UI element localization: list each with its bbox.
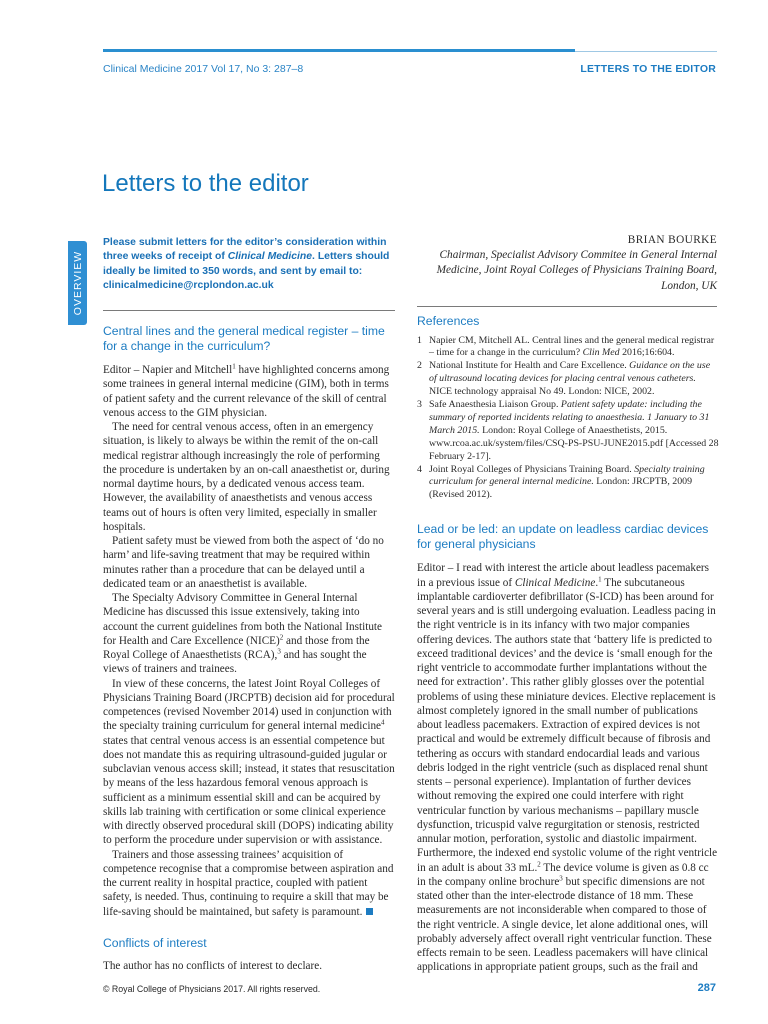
letter-signature: [404, 233, 717, 294]
letter1-heading: Central lines and the general medical register – time for a change in the curriculum?: [103, 324, 385, 353]
letter1-paragraph: The Specialty Advisory Committee in General Internal Medicine has discussed this issue extensively, taking into account the current guidelines from both the National Institute for Health and Care Excellence (NICE)$^2$ and those from the Royal College of Anaesthetists (RCA),$^3$ and has sought the views of trainers and trainees.: [103, 592, 382, 676]
letter1-paragraph: In view of these concerns, the latest Joint Royal Colleges of Physicians Training Board (JRCPTB) decision aid for procedural competences (revised November 2014) used in conjunction with the specialty training curriculum for general internal medicine$^4$ states that central venous access is an essential competence but does not mandate this as requiring ultrasound-guided jugular or subclavian venous access skill; instead, it states that resuscitation by means of the less hazardous femoral venous approach is sufficient as a minimum essential skill and can be acquired by skills lab training with certification or some clinical experience with directly observed procedural skill (DOPS) indicating ability to perform the procedure under supervision or with assistance.: [103, 677, 395, 847]
page-title: Letters to the editor: [102, 170, 309, 197]
conflicts-text: The author has no conflicts of interest to declare.: [103, 960, 323, 973]
reference-item: 1 Napier CM, Mitchell AL. Central lines and the general medical registrar – time for a change in the curriculum? Clin Med 2016;16:604.: [417, 334, 715, 359]
left-column-rule: [103, 310, 395, 311]
notice-text-after: . Letters should ideally be limited to 350 words, and sent by email to: clinicalmedicine@rcplondon.ac.uk: [103, 251, 390, 291]
right-column-rule: [417, 306, 717, 307]
references-heading: References: [417, 314, 480, 328]
header-rule-accent: [103, 49, 575, 52]
letter2-paragraph: Editor – I read with interest the article about leadless pacemakers in a previous issue of Clinical Medicine.$^1$ The subcutaneous implantable cardioverter defibrillator (S-ICD) has been around for several years and is still undergoing evaluation. Leadless pacing in the right ventricle is in its infancy with two major companies offering devices. The authors state that ‘battery life is predicted to exceed traditional devices’ and the device is ‘small enough for the right ventricle to accommodate further implantations without the need for extraction’. This rather glibly glosses over the potential problems of using these miniature devices. Elective replacement is almost completely ignored in the small number of publications about leadless pacemakers. Extraction of expired devices is not practical and would be extremely difficult because of fibrosis and tethering as occurs with standard endocardial leads and various debris lodged in the right ventricle (such as displaced renal shunt stents – personal experience). Implantation of further devices without removing the expired one could interfere with right ventricular function by various mechanisms – papillary muscle dysfunction, tricuspid valve regurgitation or stenosis, restricted annular motion, perforation, systolic and diastolic impairment. Furthermore, the indexed end systolic volume of the right ventricle in an adult is about 33 mL.$^2$ The device volume is given as 0.8 cc in the company online brochure$^3$ but specific dimensions are not stated other than the inter-electrode distance of 18 mm. These measurements are not inconsiderable when compared to those of the right ventricle. A single device, let alone additional ones, will probably adversely affect overall right ventricular function. These effects remain to be seen. Leadless pacemakers will have clinical applications in appropriate patient groups, such as the frail and: [417, 562, 718, 974]
right-column: [417, 314, 719, 975]
reference-item: 2 National Institute for Health and Care Excellence. Guidance on the use of ultrasound locating devices for placing central venous catheters. NICE technology appraisal No 49. London: NICE, 2002.: [417, 360, 711, 398]
letter2-heading: Lead or be led: an update on leadless cardiac devices for general physicians: [417, 522, 709, 551]
reference-item: 3 Safe Anaesthesia Liaison Group. Patient safety update: including the summary of reported incidents relating to anaesthesia. 1 January to 31 March 2015. London: Royal College of Anaesthetists, 2015. www.rcoa.ac.uk/system/files/CSQ-PS-PSU-JUNE2015.pdf [Accessed 28 February 2-17].: [417, 399, 719, 462]
end-of-article-mark: [366, 908, 373, 915]
notice-text-before: Please submit letters for the editor’s consideration within three weeks of receipt of: [103, 237, 387, 263]
overview-side-tab: [68, 241, 87, 325]
running-header-citation: Clinical Medicine 2017 Vol 17, No 3: 287–8: [103, 63, 304, 75]
running-header-section: LETTERS TO THE EDITOR: [580, 63, 716, 75]
side-tab-label: OVERVIEW: [71, 250, 84, 316]
letter1-paragraph: Patient safety must be viewed from both the aspect of ‘do no harm’ and life-saving treatment that may be required within minutes rather than a procedure that can be delayed until a dedicated team or an anaesthetist is available.: [103, 535, 384, 590]
letter1-paragraph: Editor – Napier and Mitchell$^1$ have highlighted concerns among some trainees in general internal medicine (GIM), both in terms of patient safety and the current relevance of the skill of central venous access to the GIM physician.: [103, 362, 390, 419]
notice-journal-name: Clinical Medicine: [227, 251, 313, 263]
page-number: 287: [697, 982, 716, 994]
footer-copyright: © Royal College of Physicians 2017. All rights reserved.: [103, 984, 321, 994]
conflicts-heading: Conflicts of interest: [103, 935, 207, 950]
references-list: [417, 335, 719, 503]
submission-notice: [103, 236, 393, 293]
signature-affiliation: Chairman, Specialist Advisory Commitee in General Internal Medicine, Joint Royal Colleges of Physicians Training Board, London, UK: [436, 249, 717, 292]
letter1-paragraph: The need for central venous access, often in an emergency situation, is likely to always be within the remit of the on-call medical registrar although increasingly the role of performing the procedure is undertaken by an on-call anaesthetist or, during normal daytime hours, by a dedicated venous access team. However, the availability of anaesthetists and venous access teams out of hours is often very limited, especially in smaller hospitals.: [103, 421, 390, 533]
signature-name: BRIAN BOURKE: [627, 234, 717, 246]
left-column: [103, 324, 395, 974]
letter1-paragraph: Trainers and those assessing trainees’ acquisition of competence recognise that a compromise between aspiration and the current reality in hospital practice, coupled with patient safety, is needed. Thus, continuing to require a skill that may be life-saving should be maintained, but safety is paramount.: [103, 848, 394, 918]
reference-item: 4 Joint Royal Colleges of Physicians Training Board. Specialty training curriculum for general internal medicine. London: JRCPTB, 2009 (Revised 2012).: [417, 463, 705, 501]
